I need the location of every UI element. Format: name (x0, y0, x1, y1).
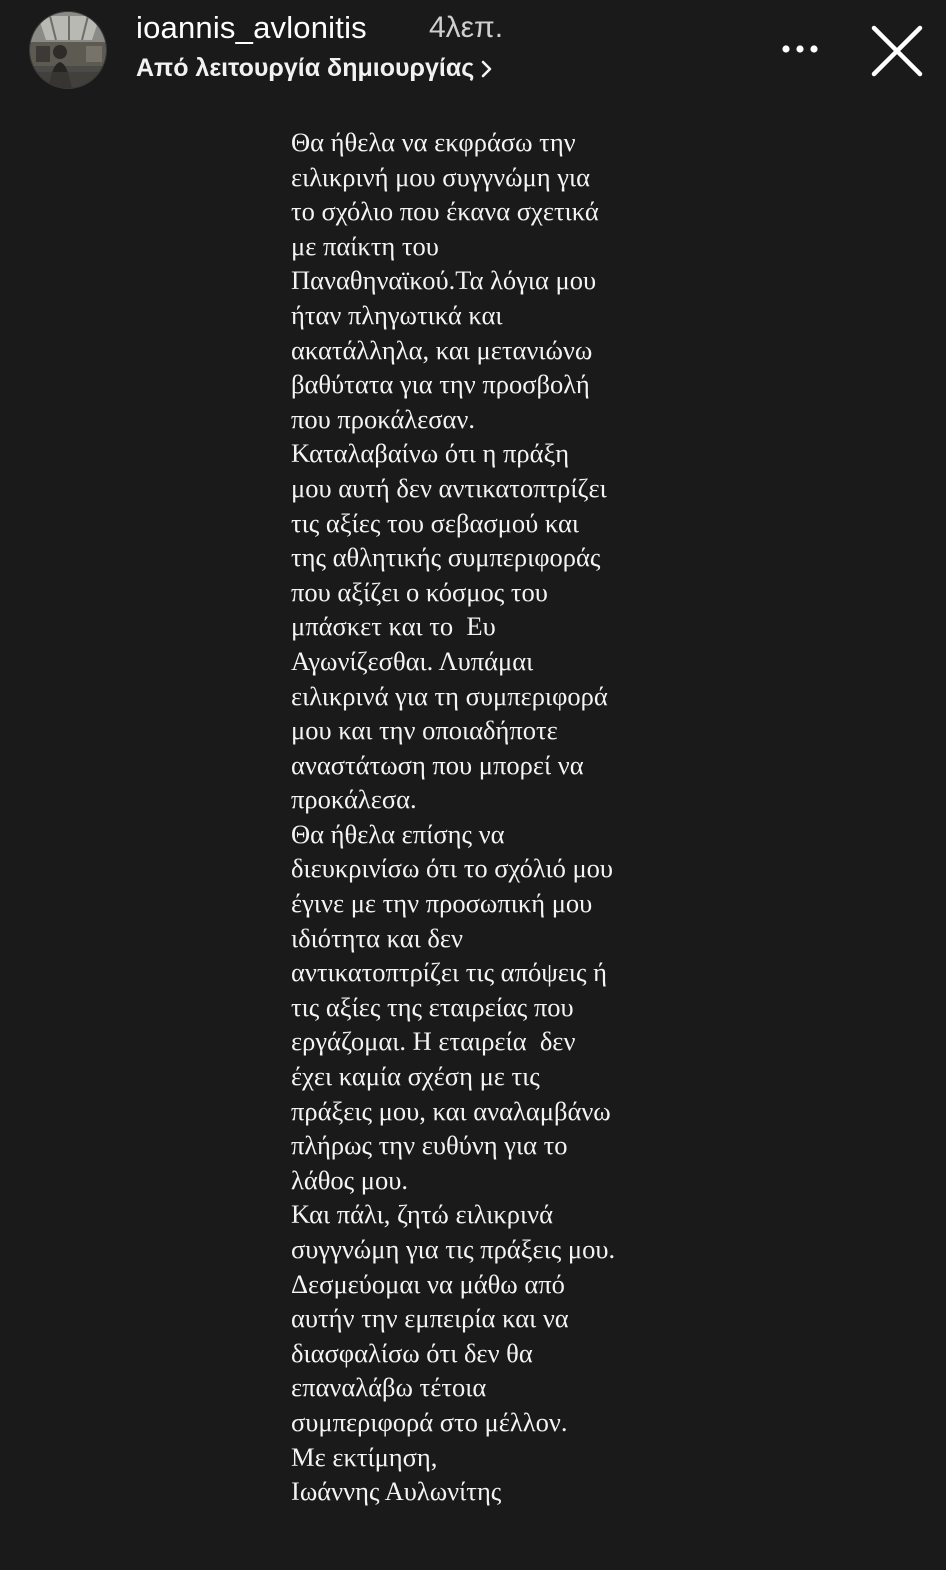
statement-line: τις αξίες του σεβασμού και (291, 507, 580, 538)
statement-line: που αξίζει ο κόσμος του (291, 576, 548, 607)
statement-line: προκάλεσα. (291, 784, 417, 815)
more-horizontal-icon (776, 30, 824, 66)
statement-line: ειλικρινή μου συγγνώμη για (291, 161, 590, 192)
story-time-ago: 4λεπ. (429, 11, 504, 44)
story-username[interactable]: ioannis_avlonitis (136, 10, 367, 45)
statement-line: ήταν πληγωτικά και (291, 299, 503, 330)
statement-line: Παναθηναϊκού.Τα λόγια μου (291, 265, 597, 296)
story-header (0, 0, 946, 100)
statement-line: Αγωνίζεσθαι. Λυπάμαι (291, 645, 534, 676)
statement-line: διευκρινίσω ότι το σχόλιό μου (291, 853, 614, 884)
statement-line: μου και την οποιαδήποτε (291, 715, 558, 746)
close-icon (868, 22, 926, 80)
statement-line: Δεσμεύομαι να μάθω από (291, 1268, 565, 1299)
creation-mode-link[interactable] (136, 54, 494, 83)
statement-line: Ιωάννης Αυλωνίτης (291, 1476, 502, 1507)
statement-line: ακατάλληλα, και μετανιώνω (291, 334, 593, 365)
statement-line: Θα ήθελα να εκφράσω την (291, 127, 576, 157)
statement-line: έχει καμία σχέση με τις (291, 1061, 540, 1092)
statement-line: μπάσκετ και το Ευ (291, 611, 496, 642)
profile-photo-icon (30, 12, 107, 89)
statement-line: διασφαλίσω ότι δεν θα (291, 1337, 533, 1368)
statement-line: Με εκτίμηση, (291, 1441, 438, 1472)
statement-line: έγινε με την προσωπική μου (291, 888, 593, 919)
statement-line: αντικατοπτρίζει τις απόψεις ή (291, 957, 608, 988)
statement-line: μου αυτή δεν αντικατοπτρίζει (291, 472, 607, 503)
statement-line: ειλικρινά για τη συμπεριφορά (291, 680, 608, 711)
statement-line: Και πάλι, ζητώ ειλικρινά (291, 1199, 553, 1230)
close-story-button[interactable] (868, 22, 926, 80)
statement-line: που προκάλεσαν. (291, 403, 475, 434)
statement-line: αναστάτωση που μπορεί να (291, 749, 584, 780)
statement-line: συγγνώμη για τις πράξεις μου. (291, 1234, 616, 1264)
statement-line: με παίκτη του (291, 230, 439, 261)
statement-line: ιδιότητα και δεν (291, 922, 464, 953)
statement-line: τις αξίες της εταιρείας που (291, 991, 574, 1022)
apology-statement-text (291, 125, 691, 1509)
creation-mode-label: Από λειτουργία δημιουργίας (136, 54, 475, 82)
statement-line: συμπεριφορά στο μέλλον. (291, 1406, 568, 1437)
chevron-right-icon (480, 58, 494, 80)
statement-line: πλήρως την ευθύνη για το (291, 1130, 568, 1161)
statement-line: επαναλάβω τέτοια (291, 1372, 487, 1403)
statement-line: πράξεις μου, και αναλαμβάνω (291, 1095, 611, 1126)
statement-line: της αθλητικής συμπεριφοράς (291, 542, 601, 573)
statement-line: λάθος μου. (291, 1164, 408, 1195)
statement-line: εργάζομαι. Η εταιρεία δεν (291, 1026, 576, 1057)
statement-line: το σχόλιο που έκανα σχετικά (291, 196, 599, 227)
statement-line: Καταλαβαίνω ότι η πράξη (291, 438, 570, 469)
statement-line: Θα ήθελα επίσης να (291, 818, 505, 849)
profile-avatar[interactable] (29, 11, 107, 89)
statement-line: αυτήν την εμπειρία και να (291, 1303, 569, 1334)
statement-line: βαθύτατα για την προσβολή (291, 369, 590, 400)
more-options-button[interactable] (776, 30, 824, 66)
